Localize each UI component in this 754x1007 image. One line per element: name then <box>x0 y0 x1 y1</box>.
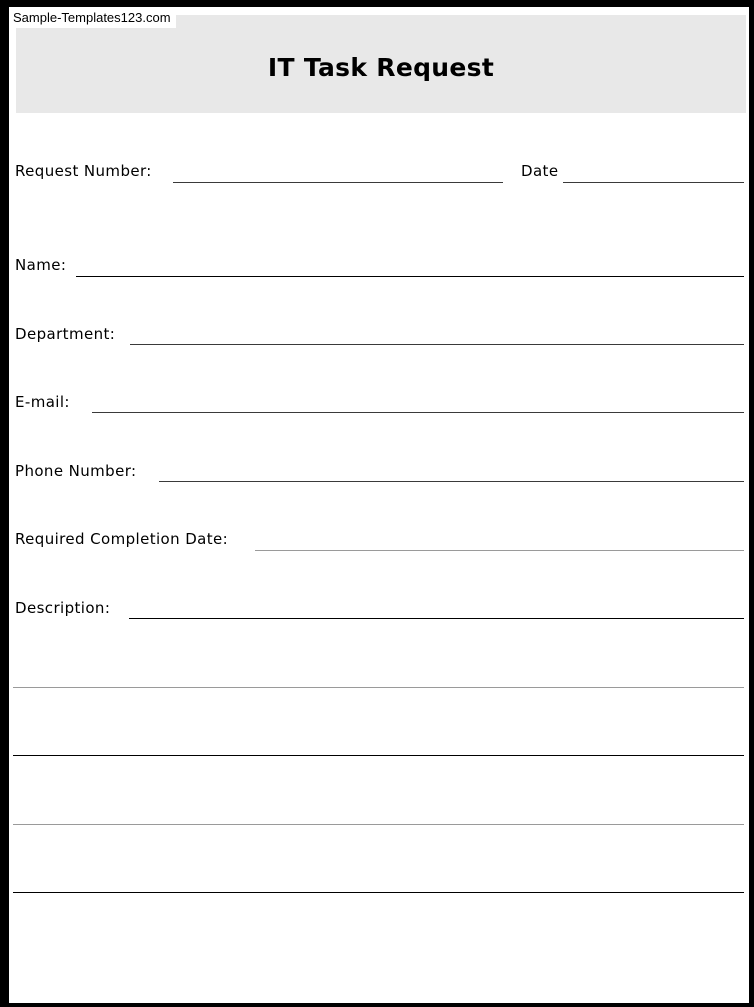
description-line-4[interactable] <box>13 824 744 825</box>
completion-date-label: Required Completion Date: <box>15 530 229 548</box>
header-band <box>16 15 746 113</box>
description-line-2[interactable] <box>13 687 744 688</box>
description-line-5[interactable] <box>13 892 744 893</box>
name-field[interactable] <box>76 276 744 277</box>
email-label: E-mail: <box>15 393 70 411</box>
department-label: Department: <box>15 325 116 343</box>
site-watermark: Sample-Templates123.com <box>9 7 176 28</box>
phone-number-field[interactable] <box>159 481 744 482</box>
description-line-3[interactable] <box>13 755 744 756</box>
email-field[interactable] <box>92 412 744 413</box>
request-number-label: Request Number: <box>15 162 152 180</box>
form-page <box>6 7 749 1003</box>
completion-date-field[interactable] <box>255 550 744 551</box>
description-field[interactable] <box>129 618 744 619</box>
department-field[interactable] <box>130 344 744 345</box>
phone-number-label: Phone Number: <box>15 462 137 480</box>
date-label: Date <box>521 162 559 180</box>
form-title: IT Task Request <box>267 53 495 82</box>
date-field[interactable] <box>563 182 744 183</box>
request-number-field[interactable] <box>173 182 503 183</box>
name-label: Name: <box>15 256 67 274</box>
description-label: Description: <box>15 599 111 617</box>
